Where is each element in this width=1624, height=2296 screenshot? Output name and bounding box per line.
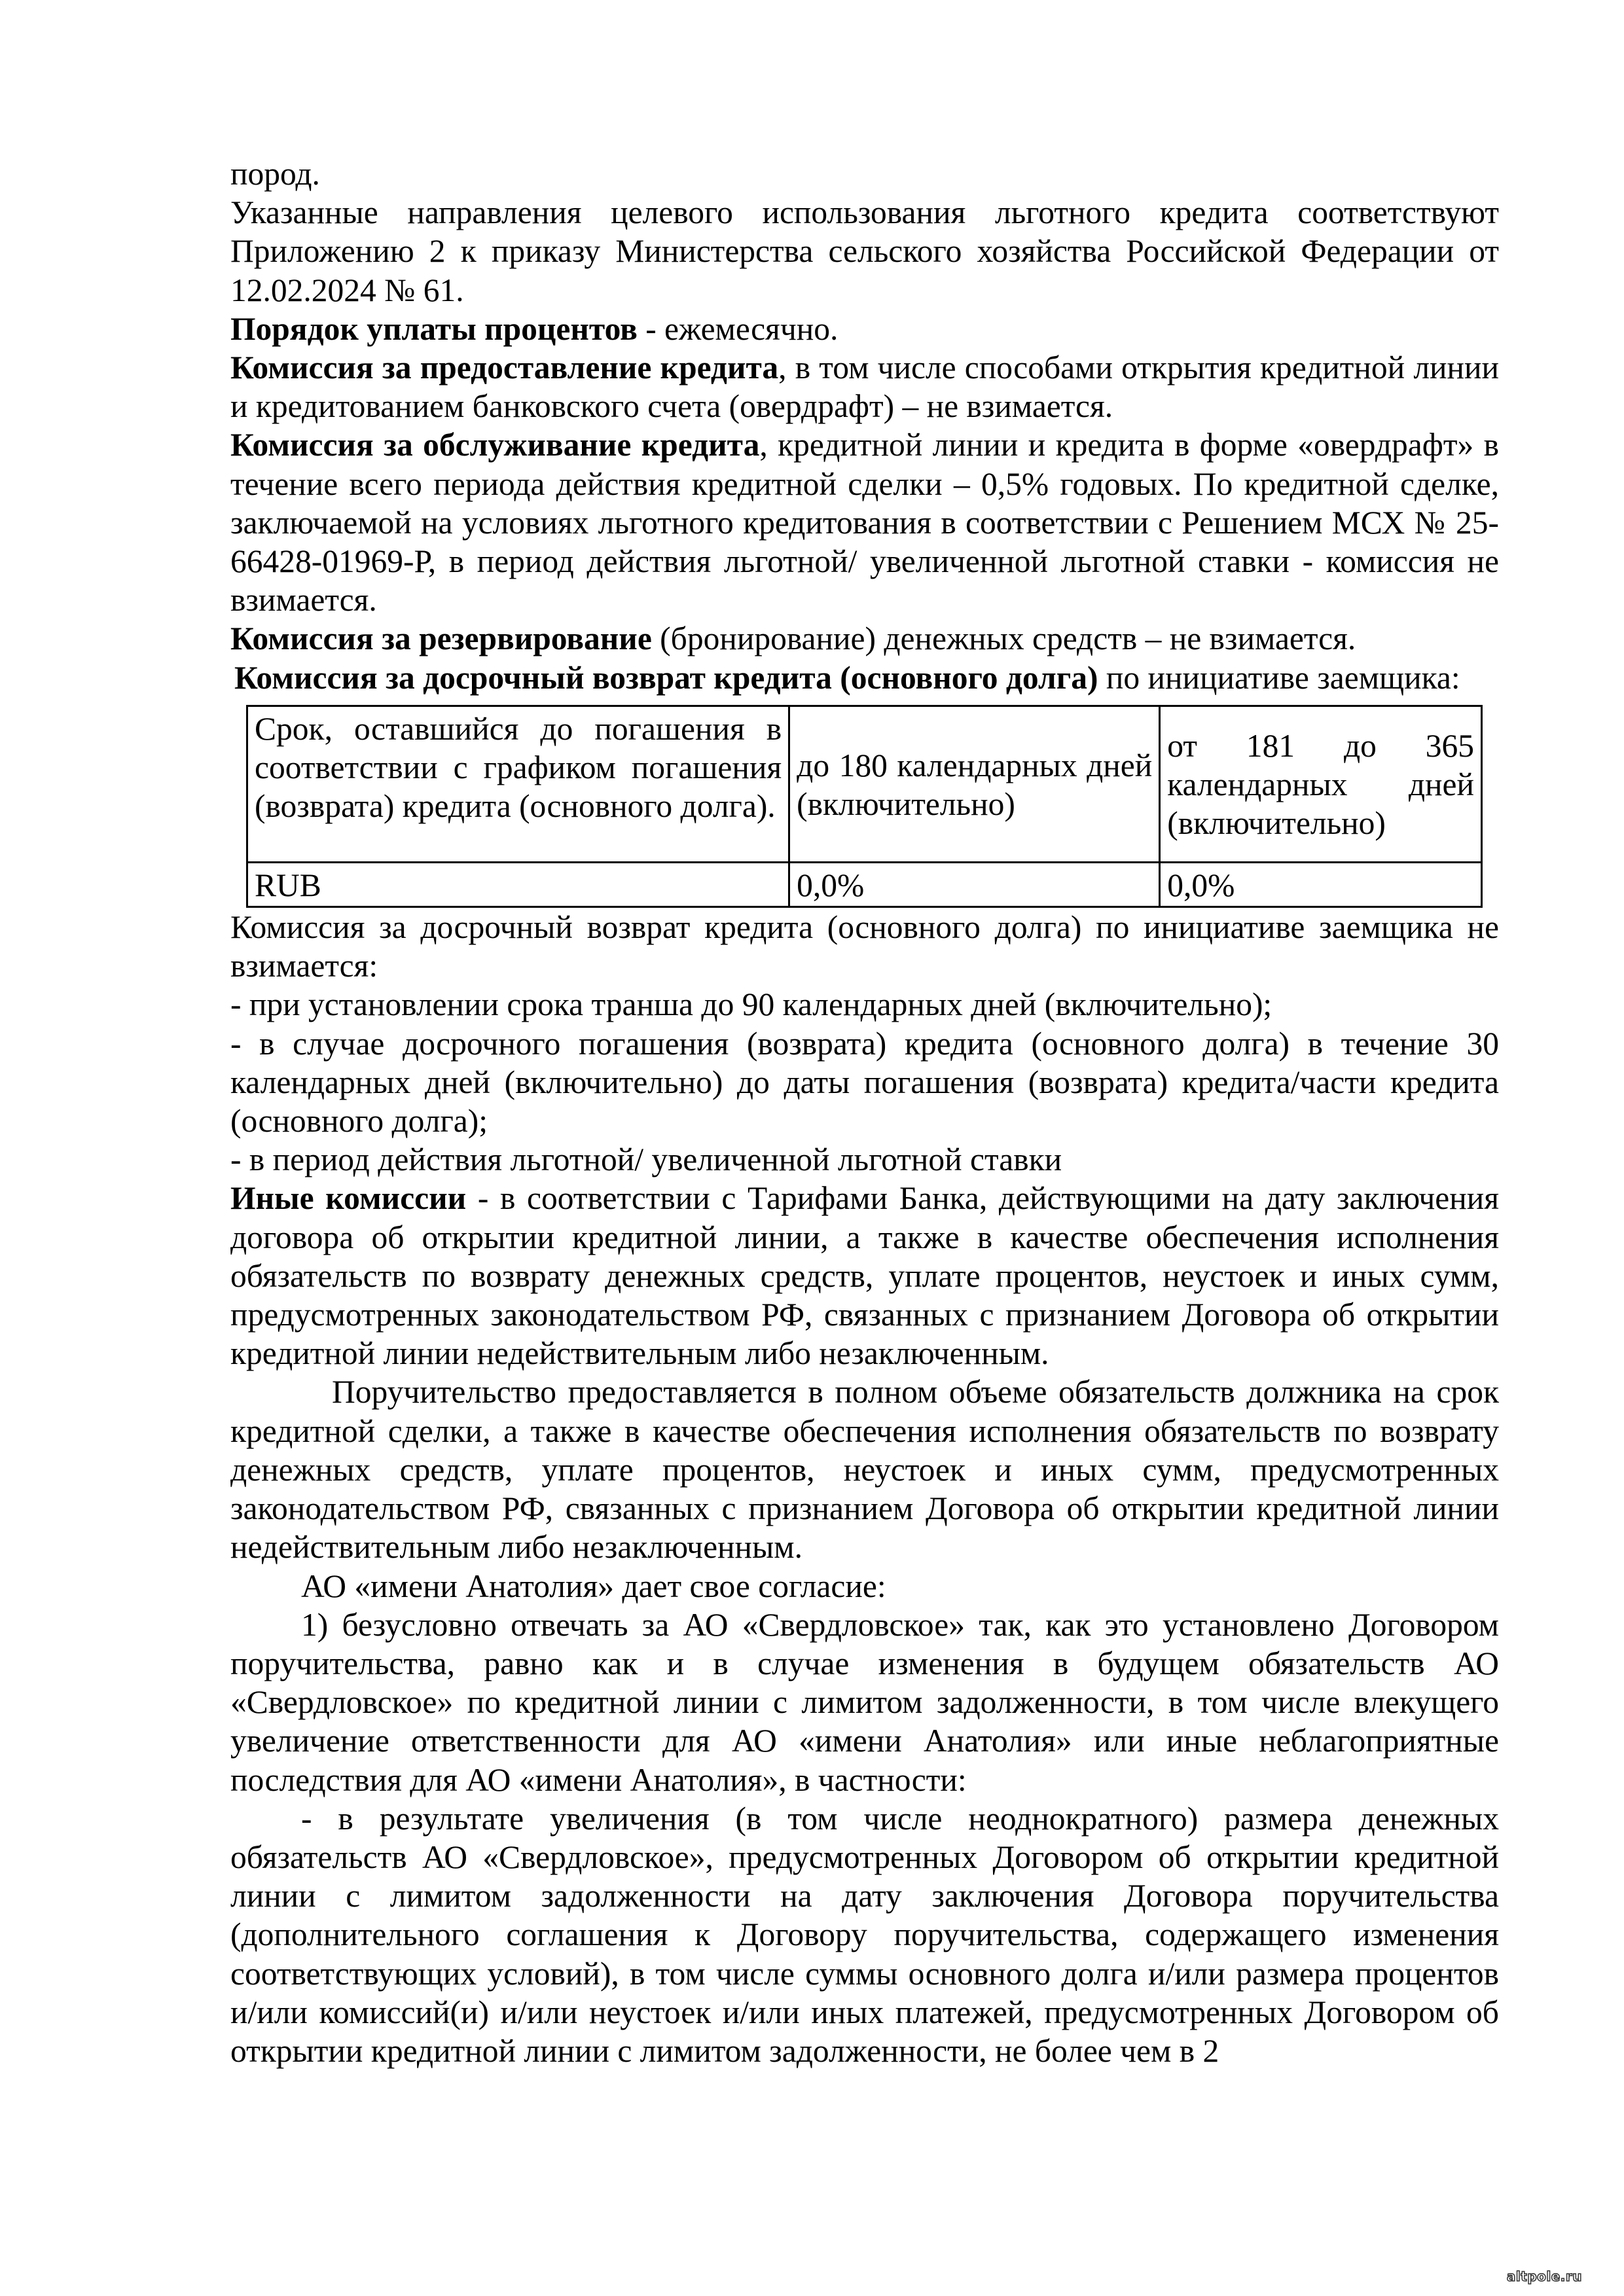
- early-repayment-fee-clause: [230, 658, 1499, 697]
- fee-table-rate-up-to-180: 0,0%: [789, 862, 1160, 906]
- fee-table-header-term: Срок, оставшийся до погашения в соответствии с графиком погашения (возврата) кредита (основного долга).: [247, 706, 789, 862]
- consent-intro: АО «имени Анатолия» дает свое согласие:: [301, 1568, 886, 1604]
- site-watermark: altpole.ru: [1506, 2269, 1582, 2284]
- fee-table-header-up-to-180: до 180 календарных дней (включительно): [789, 706, 1160, 862]
- servicing-fee-text: , кредитной линии и кредита в форме «овердрафт» в течение всего периода действия кредитной сделки – 0,5% годовых. По кредитной сделке, заключаемой на условиях льготного кредитования в соответствии с Решением МСХ № 25-66428-01969-Р, в период действия льготной/ увеличенной льготной ставки - комиссия не взимается.: [230, 427, 1499, 619]
- fee-table-currency: RUB: [247, 862, 789, 906]
- fee-table-row: [247, 862, 1482, 906]
- reservation-fee-clause: [230, 619, 1499, 658]
- exemptions-intro: Комиссия за досрочный возврат кредита (основного долга) по инициативе заемщика не взимается:: [230, 909, 1499, 984]
- interest-payment-label: Порядок уплаты процентов: [230, 310, 638, 347]
- issuance-fee-text: , в том числе способами открытия кредитной линии и кредитованием банковского счета (овердрафт) – не взимается.: [230, 350, 1499, 425]
- early-repayment-fee-table: [246, 705, 1483, 908]
- issuance-fee-clause: [230, 348, 1499, 425]
- consent-item-1: 1) безусловно отвечать за АО «Свердловское» так, как это установлено Договором поручительства, равно как и в случае изменения в будущем обязательств АО «Свердловское» по кредитной линии с лимитом задолженности, в том числе влекущего увеличение ответственности для АО «имени Анатолия» или иные неблагоприятные последствия для АО «имени Анатолия», в частности:: [230, 1606, 1499, 1798]
- reservation-fee-label: Комиссия за резервирование: [230, 620, 652, 657]
- early-repayment-fee-text: по инициативе заемщика:: [1098, 659, 1460, 696]
- servicing-fee-label: Комиссия за обслуживание кредита: [230, 427, 760, 463]
- other-fees-label: Иные комиссии: [230, 1180, 467, 1217]
- reservation-fee-text: (бронирование) денежных средств – не взимается.: [651, 620, 1356, 657]
- servicing-fee-clause: [230, 425, 1499, 619]
- early-repayment-fee-label: Комиссия за досрочный возврат кредита (основного долга): [234, 659, 1098, 696]
- consent-subitem: - в результате увеличения (в том числе неоднократного) размера денежных обязательств АО «Свердловское», предусмотренных Договором об открытии кредитной линии с лимитом задолженности на дату заключения Договора поручительства (дополнительного соглашения к Договору поручительства, содержащего изменения соответствующих условий), в том числе суммы основного долга и/или размера процентов и/или комиссий(и) и/или неустоек и/или иных платежей, предусмотренных Договором об открытии кредитной линии с лимитом задолженности, не более чем в 2: [230, 1800, 1499, 2069]
- purpose-note: Указанные направления целевого использования льготного кредита соответствуют Приложению 2 к приказу Министерства сельского хозяйства Российской Федерации от 12.02.2024 № 61.: [230, 194, 1499, 308]
- exemption-item: - в период действия льготной/ увеличенной льготной ставки: [230, 1141, 1062, 1178]
- exemption-item: - при установлении срока транша до 90 календарных дней (включительно);: [230, 986, 1272, 1023]
- interest-payment-text: - ежемесячно.: [637, 310, 839, 347]
- interest-payment-clause: [230, 310, 1499, 348]
- other-fees-text: - в соответствии с Тарифами Банка, действующими на дату заключения договора об открытии кредитной линии, а также в качестве обеспечения исполнения обязательств по возврату денежных средств, уплате процентов, неустоек и иных сумм, предусмотренных законодательством РФ, связанных с признанием Договора об открытии кредитной линии недействительным либо незаключенным.: [230, 1180, 1499, 1372]
- guarantee-paragraph: Поручительство предоставляется в полном объеме обязательств должника на срок кредитной сделки, а также в качестве обеспечения исполнения обязательств по возврату денежных средств, уплате процентов, неустоек и иных сумм, предусмотренных законодательством РФ, связанных с признанием Договора об открытии кредитной линии недействительным либо незаключенным.: [230, 1374, 1499, 1566]
- continuation-text: пород.: [230, 156, 320, 192]
- other-fees-clause: [230, 1179, 1499, 1372]
- fee-table-header-181-365: от 181 до 365 календарных дней (включительно): [1160, 706, 1482, 862]
- fee-table-header-row: [247, 706, 1482, 862]
- fee-table-rate-181-365: 0,0%: [1160, 862, 1482, 906]
- issuance-fee-label: Комиссия за предоставление кредита: [230, 350, 779, 386]
- document-page: [230, 154, 1499, 2070]
- exemption-item: - в случае досрочного погашения (возврата) кредита (основного долга) в течение 30 календарных дней (включительно) до даты погашения (возврата) кредита/части кредита (основного долга);: [230, 1025, 1499, 1139]
